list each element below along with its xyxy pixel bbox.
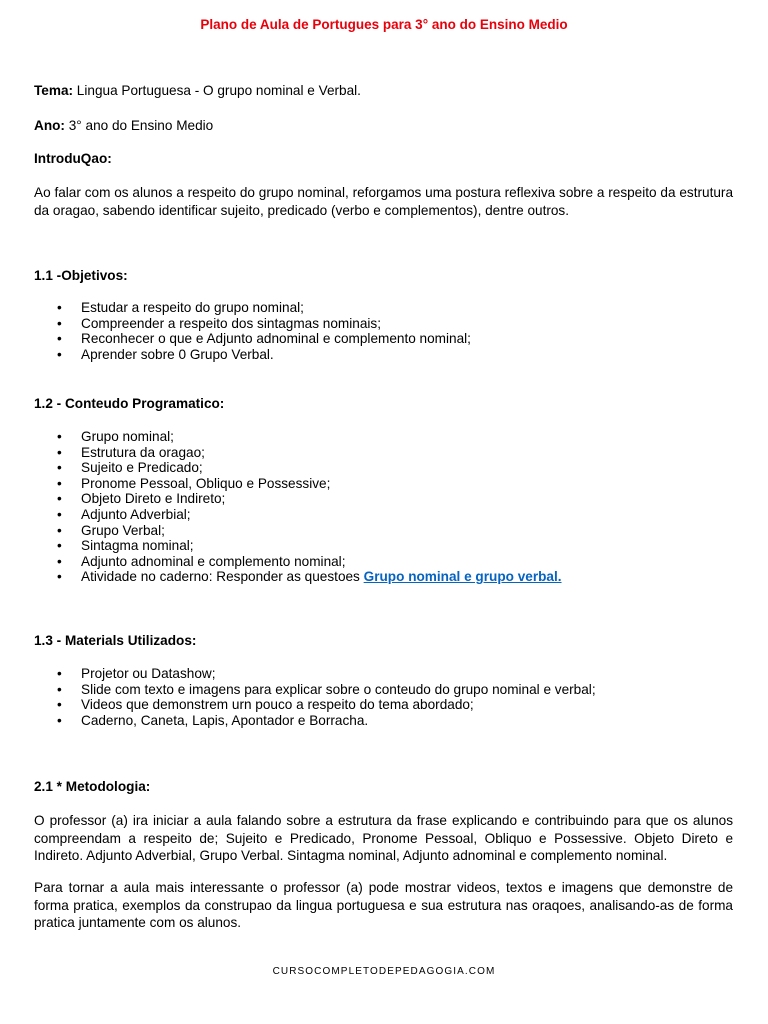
bullet-mark: • [57, 315, 62, 331]
metodologia-paragraph-1: O professor (a) ira iniciar a aula falando sobre a estrutura da frase explicando e contribuindo para que os alunos compreendam a respeito de; Sujeito e Predicado, Pronome Pessoal, Obliquo e Possessive. Objeto Direto e Indireto. Adjunto Adverbial, Grupo Verbal. Sintagma nominal, Adjunto adnominal e complemento nominal. [34, 813, 733, 863]
bullet-mark: • [57, 697, 62, 713]
document-page: Plano de Aula de Portugues para 3° ano do Ensino Medio Tema: Lingua Portuguesa - O grupo nominal e Verbal. Ano: 3° ano do Ensino Medio IntroduQao: Ao falar com os alunos a respeito do grupo nominal, reforgamos uma postura reflexiva sobre a respeito da estrutura da oragao, sabendo identificar sujeito, predicado (verbo e complementos), dentre outros. 1.1 -Objetivos: • Estudar a respeito do grupo nominal; • Compreender a respeito dos sintagmas nominais; • Reconhecer o que e Adjunto adnominal e complemento nominal; • Aprender sobre 0 Grupo Verbal. 1.2 - Conteudo Programatico: • Grupo nominal; • Estrutura da oragao; • Sujeito e Predicado; • Pronome Pessoal, Obliquo e Possessive; • Objeto Direto e Indireto; • Adjunto Adverbial; • Grupo Verbal; • Sintagma nominal; • Adjunto adnominal e complemento nominal; • Atividade no caderno: Responder as questoes Grupo nominal e grupo verbal. 1.3 - Materials Utilizados: • Projetor ou Datashow; • Slide com texto e imagens para explicar sobre o conteudo do grupo nominal e verbal; • Videos que demonstrem urn pouco a respeito do tema abordado; • Caderno, Caneta, Lapis, Apontador e Borracha. 2.1 * Metodologia: O professor (a) ira iniciar a aula falando sobre a estrutura da frase explicando e contribuindo para que os alunos compreendam a respeito de; Sujeito e Predicado, Pronome Pessoal, Obliquo e Possessive. Objeto Direto e Indireto. Adjunto Adverbial, Grupo Verbal. Sintagma nominal, Adjunto adnominal e complemento nominal. Para tornar a aula mais interessante o professor (a) pode mostrar videos, textos e imagens que demonstre de forma pratica, exemplos da construpao da lingua portuguesa e sua estrutura nas oraqoes, analisando-as de forma pratica juntamente com os alunos. CURSOCOMPLETODEPEDAGOGIA.COM [0, 0, 768, 1024]
introducao-heading: IntroduQao: [34, 151, 112, 166]
materiais-heading: 1.3 - Materials Utilizados: [34, 633, 197, 648]
bullet-mark: • [57, 460, 62, 476]
ano-line [34, 118, 213, 133]
grupo-nominal-link[interactable]: Grupo nominal e grupo verbal. [363, 569, 562, 585]
bullet-mark: • [57, 429, 62, 444]
bullet-mark: • [57, 444, 62, 460]
activity-text: Atividade no caderno: Responder as questoes [81, 569, 364, 585]
tema-value: Lingua Portuguesa - O grupo nominal e Verbal. [73, 83, 361, 98]
bullet-mark: • [57, 491, 62, 507]
bullet-mark: • [57, 666, 62, 681]
bullet-mark: • [57, 712, 62, 728]
bullet-mark: • [57, 506, 62, 522]
tema-label: Tema: [34, 83, 74, 98]
metodologia-heading: 2.1 * Metodologia: [34, 779, 151, 794]
bullet-mark: • [57, 538, 62, 554]
ano-value: 3° ano do Ensino Medio [64, 118, 214, 133]
introducao-text: Ao falar com os alunos a respeito do grupo nominal, reforgamos uma postura reflexiva sobre a respeito da estrutura da oragao, sabendo identificar sujeito, predicado (verbo e complementos), dentre outros. [34, 185, 733, 218]
bullet-mark: • [57, 522, 62, 538]
ano-label: Ano: [34, 118, 65, 133]
bullet-mark: • [57, 553, 62, 569]
tema-line [34, 83, 361, 98]
bullet-mark: • [57, 475, 62, 491]
footer-site: CURSOCOMPLETODEPEDAGOGIA.COM [272, 966, 496, 977]
bullet-mark: • [57, 569, 62, 585]
conteudo-heading: 1.2 - Conteudo Programatico: [34, 396, 225, 411]
bullet-mark: • [57, 300, 62, 315]
bullet-mark: • [57, 331, 62, 347]
objetivos-heading: 1.1 -Objetivos: [34, 268, 128, 283]
bullet-mark: • [57, 681, 62, 697]
bullet-mark: • [57, 346, 62, 362]
document-title: Plano de Aula de Portugues para 3° ano do Ensino Medio [200, 17, 568, 32]
metodologia-paragraph-2: Para tornar a aula mais interessante o professor (a) pode mostrar videos, textos e imagens que demonstre de forma pratica, exemplos da construpao da lingua portuguesa e sua estrutura nas oraqoes, analisando-as de forma pratica juntamente com os alunos. [34, 880, 733, 930]
